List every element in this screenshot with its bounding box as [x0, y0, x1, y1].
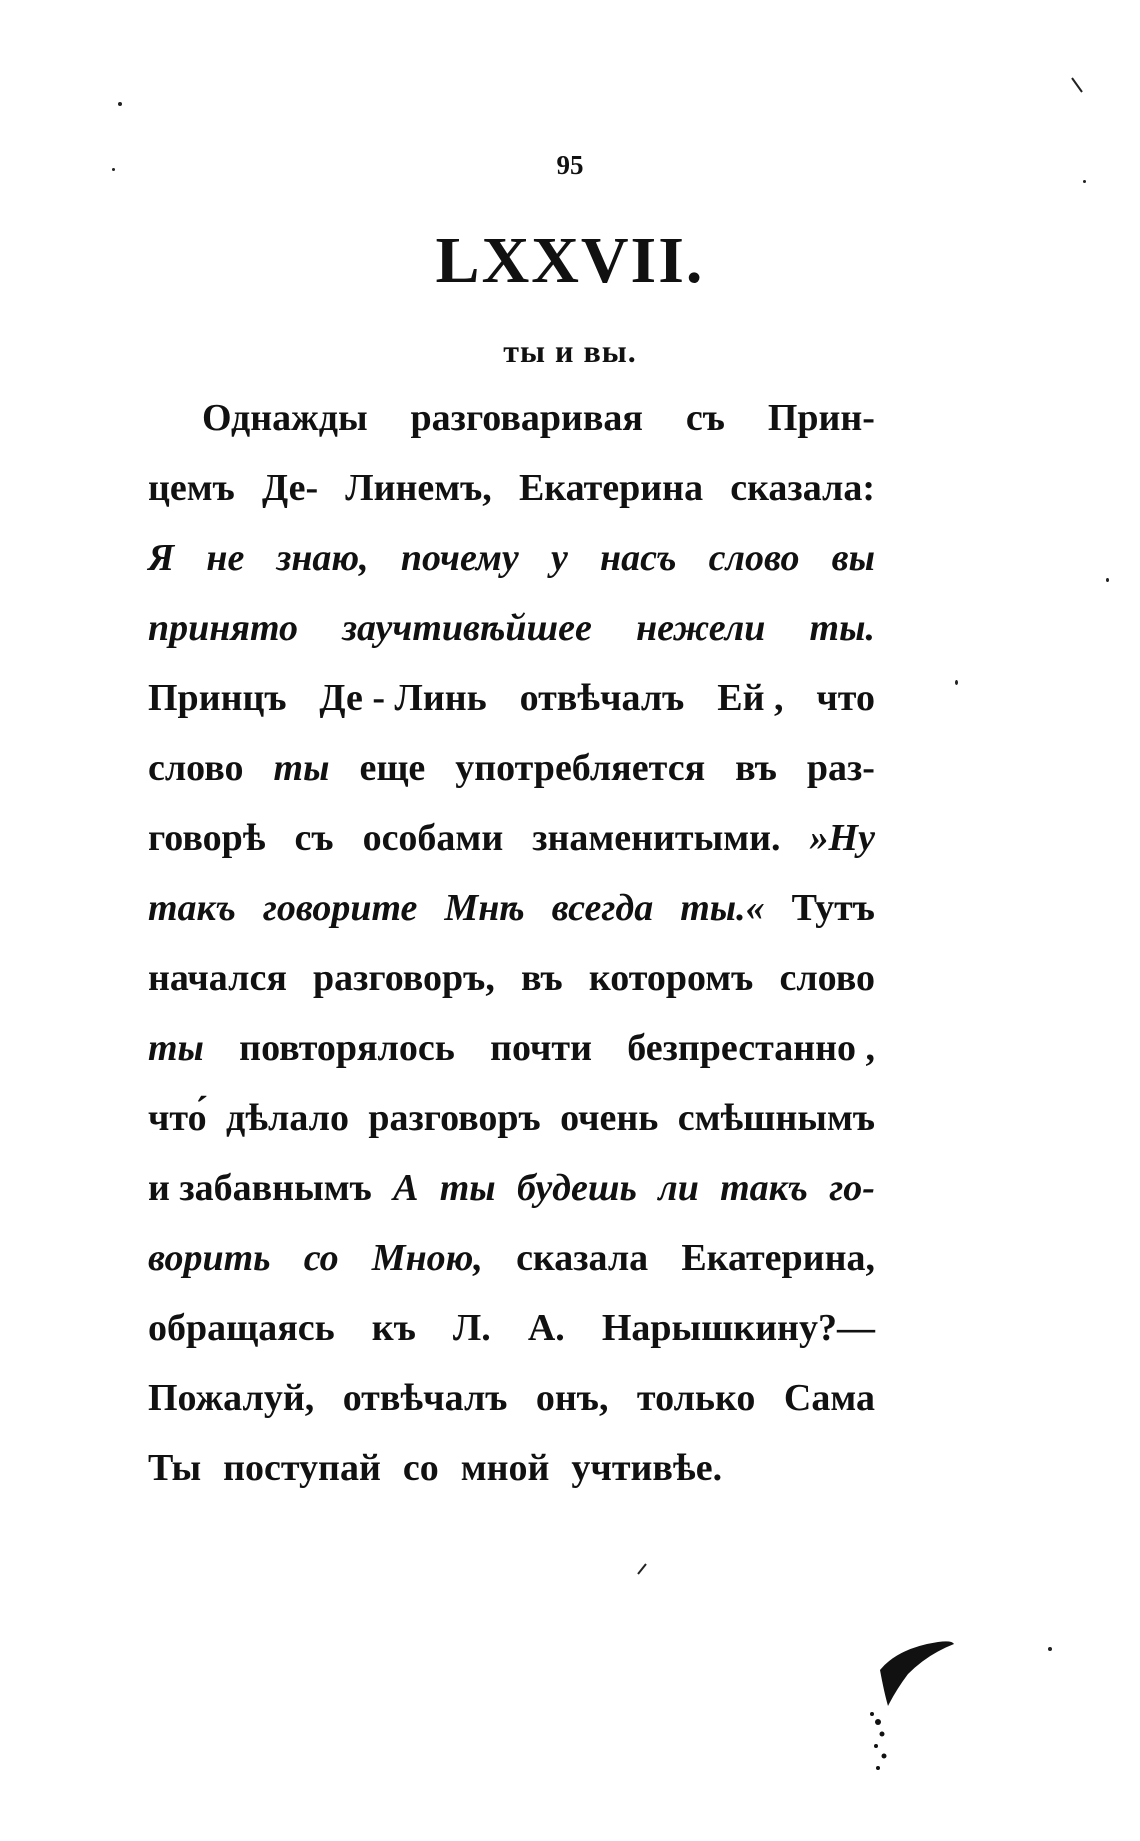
word: разговоръ — [368, 1097, 541, 1139]
word: разговаривая — [410, 397, 643, 439]
italic-word: говорите — [262, 887, 418, 929]
text-line — [148, 816, 875, 886]
italic-word: у — [550, 537, 568, 579]
word: въ — [520, 957, 563, 999]
word: Ей , — [717, 677, 784, 719]
word: слово — [148, 747, 244, 789]
italic-word: вы — [831, 537, 875, 579]
italic-word: ты — [148, 1027, 204, 1069]
scan-speck — [118, 102, 122, 106]
word: Пожалуй, — [148, 1377, 315, 1419]
italic-word: принято — [148, 607, 298, 649]
word: Сама — [783, 1377, 875, 1419]
italic-word: Мною, — [371, 1237, 483, 1279]
word: сказала: — [730, 467, 875, 509]
word: съ — [685, 397, 725, 439]
italic-word: всегда — [551, 887, 654, 929]
scan-speck — [1106, 578, 1109, 582]
italic-word: слово — [708, 537, 800, 579]
word: мной — [460, 1447, 550, 1489]
word: А. — [527, 1307, 565, 1349]
word: Прин- — [767, 397, 875, 439]
text-line — [148, 466, 875, 536]
word: еще — [359, 747, 426, 789]
word: Однажды — [202, 397, 368, 439]
italic-word: такъ — [148, 887, 236, 929]
word: дѣлало — [225, 1097, 349, 1139]
text-line — [148, 606, 875, 676]
text-line — [148, 956, 875, 1026]
scan-mark — [636, 1562, 648, 1576]
word: Ты — [148, 1447, 202, 1489]
italic-word: Мнѣ — [444, 887, 525, 929]
italic-word: го- — [829, 1167, 875, 1209]
text-line — [148, 1166, 875, 1236]
text-line — [148, 536, 875, 606]
word: слово — [779, 957, 875, 999]
scan-speck — [955, 680, 958, 685]
chapter-numeral: LXXVII. — [435, 224, 705, 297]
word: повторялось — [239, 1027, 455, 1069]
body-text — [148, 396, 875, 1516]
chapter-subtitle: ты и вы. — [503, 333, 637, 369]
word: въ — [735, 747, 777, 789]
word: безпрестанно , — [627, 1027, 875, 1069]
word: только — [636, 1377, 756, 1419]
word: Л. — [452, 1307, 491, 1349]
text-line — [148, 1446, 875, 1516]
text-line — [148, 676, 875, 746]
word: Де- — [261, 467, 319, 509]
word: Екатерина, — [681, 1237, 875, 1279]
italic-word: ты — [273, 747, 330, 789]
italic-word: А — [393, 1167, 419, 1209]
word: отвѣчалъ — [519, 677, 685, 719]
scan-speck — [1083, 180, 1086, 183]
text-line — [148, 1236, 875, 1306]
word: особами — [362, 817, 504, 859]
italic-word: ли — [658, 1167, 699, 1209]
page-number: 95 — [556, 150, 584, 180]
italic-word: знаю, — [276, 537, 369, 579]
italic-word: »Ну — [809, 817, 875, 859]
word: Тутъ — [791, 887, 875, 929]
word: Нарышкину?— — [601, 1307, 875, 1349]
word: учтивѣе. — [571, 1447, 723, 1489]
word: обращаясь — [148, 1307, 335, 1349]
italic-word: ты. — [809, 607, 875, 649]
italic-word: насъ — [599, 537, 677, 579]
word: поступай — [223, 1447, 381, 1489]
word: что́ — [148, 1097, 207, 1139]
word: что — [816, 677, 875, 719]
italic-word: ты.« — [680, 887, 765, 929]
word: знаменитыми. — [532, 817, 781, 859]
word: разговоръ, — [313, 957, 495, 999]
word: Линемъ, — [345, 467, 492, 509]
text-line — [148, 886, 875, 956]
word: очень — [560, 1097, 659, 1139]
scan-mark — [1070, 76, 1084, 94]
word: и забавнымъ — [148, 1167, 372, 1209]
word: сказала — [516, 1237, 649, 1279]
text-line — [148, 1096, 875, 1166]
italic-word: со — [303, 1237, 339, 1279]
text-line — [148, 1026, 875, 1096]
word: со — [402, 1447, 439, 1489]
text-line — [148, 1376, 875, 1446]
text-line — [148, 746, 875, 816]
scan-speck — [112, 168, 115, 171]
word: Принцъ — [148, 677, 287, 719]
text-line — [148, 1306, 875, 1376]
italic-word: ты — [439, 1167, 496, 1209]
ink-stain — [858, 1630, 968, 1780]
italic-word: не — [206, 537, 245, 579]
word: отвѣчалъ — [342, 1377, 508, 1419]
italic-word: ворить — [148, 1237, 271, 1279]
italic-word: Я — [148, 537, 175, 579]
word: съ — [294, 817, 334, 859]
word: къ — [371, 1307, 416, 1349]
word: Де - Линь — [319, 677, 487, 719]
word: Екатерина — [518, 467, 704, 509]
word: употребляется — [455, 747, 706, 789]
word: которомъ — [588, 957, 754, 999]
italic-word: такъ — [720, 1167, 808, 1209]
word: цемъ — [148, 467, 235, 509]
word: говорѣ — [148, 817, 266, 859]
text-line — [148, 396, 875, 466]
italic-word: нежели — [636, 607, 766, 649]
word: онъ, — [535, 1377, 609, 1419]
italic-word: почему — [400, 537, 519, 579]
italic-word: будешь — [516, 1167, 637, 1209]
italic-word: заучтивѣйшее — [342, 607, 592, 649]
scan-speck — [1048, 1647, 1052, 1651]
word: начался — [148, 957, 287, 999]
word: раз- — [806, 747, 875, 789]
word: смѣшнымъ — [677, 1097, 875, 1139]
word: почти — [490, 1027, 592, 1069]
